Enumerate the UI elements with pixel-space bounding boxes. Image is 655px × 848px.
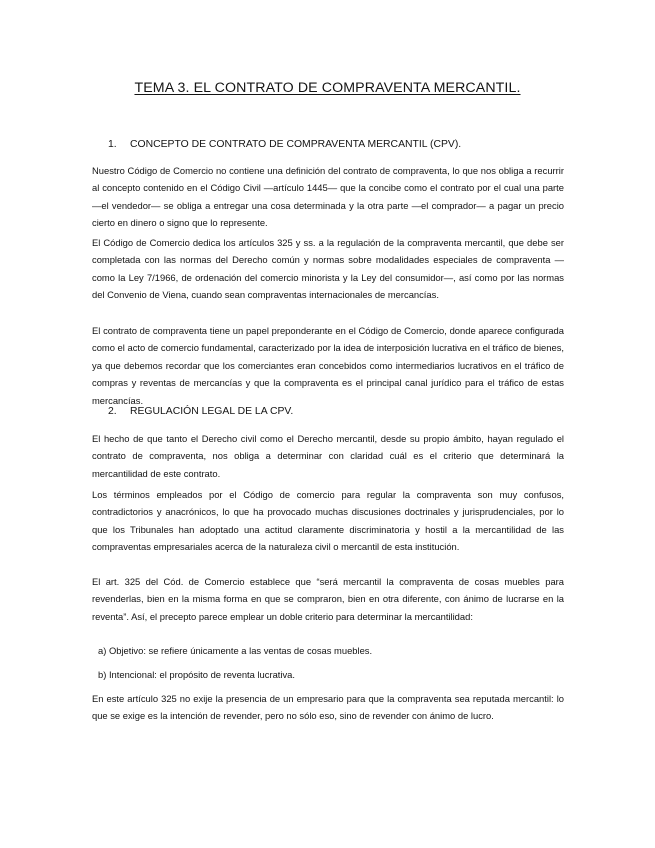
document-title: TEMA 3. EL CONTRATO DE COMPRAVENTA MERCANTIL. — [134, 80, 521, 96]
paragraph: Nuestro Código de Comercio no contiene una definición del contrato de compraventa, lo que nos obliga a recurrir al concepto contenido en el Código Civil —artículo 1445— que la concibe como el contrato por el cual una parte —el vendedor— se obliga a entregar una cosa determinada y la otra parte —el comprador— a pagar un precio cierto en dinero o signo que lo represente. — [92, 165, 564, 229]
paragraph: Los términos empleados por el Código de comercio para regular la compraventa son muy confusos, contradictorios y anacrónicos, lo que ha provocado muchas discusiones doctrinales y jurisprudenciales, por lo que los Tribunales han adoptado una actitud claramente discriminatoria y hostil a la mercantilidad de las compraventas empresariales acerca de la naturaleza civil o mercantil de esta institución. — [92, 489, 564, 553]
section-1-number: 1. — [108, 139, 117, 150]
section-2-heading — [108, 406, 293, 417]
paragraph: El art. 325 del Cód. de Comercio establece que “será mercantil la compraventa de cosas muebles para revenderlas, bien en la misma forma en que se compraron, bien en otra diferente, con ánimo de lucrarse en la reventa”. Así, el precepto parece emplear un doble criterio para determinar la mercantilidad: — [92, 576, 564, 622]
paragraph: El Código de Comercio dedica los artículos 325 y ss. a la regulación de la compraventa mercantil, que debe ser completada con las normas del Derecho común y normas sobre modalidades especiales de compraventa —como la Ley 7/1966, de ordenación del comercio minorista y la Ley del consumidor—, así como por las normas del Convenio de Viena, cuando sean compraventas internacionales de mercancías. — [92, 237, 564, 301]
paragraph: El contrato de compraventa tiene un papel preponderante en el Código de Comercio, donde aparece configurada como el acto de comercio fundamental, caracterizado por la idea de interposición lucrativa en el tráfico de bienes, ya que debemos recordar que los comerciantes eran concebidos como intermediarios lucrativos en el tráfico de compras y reventas de mercancías y que la compraventa es el principal canal jurídico para el tráfico de estas mercancías. — [92, 325, 564, 406]
section-1-heading-text: CONCEPTO DE CONTRATO DE COMPRAVENTA MERCANTIL (CPV). — [130, 139, 462, 150]
paragraph: El hecho de que tanto el Derecho civil como el Derecho mercantil, desde su propio ámbito, hayan regulado el contrato de compraventa, nos obliga a determinar con claridad cuál es el criterio que determinará la mercantilidad de este contrato. — [92, 433, 564, 479]
list-item: b) Intencional: el propósito de reventa lucrativa. — [98, 669, 295, 680]
section-1-heading — [108, 139, 461, 150]
section-2-heading-text: REGULACIÓN LEGAL DE LA CPV. — [130, 406, 294, 417]
paragraph: En este artículo 325 no exije la presencia de un empresario para que la compraventa sea reputada mercantil: lo que se exige es la intención de revender, pero no sólo eso, sino de revender con ánimo de lucro. — [92, 693, 564, 722]
section-2-number: 2. — [108, 406, 117, 417]
list-item: a) Objetivo: se refiere únicamente a las ventas de cosas muebles. — [98, 645, 373, 656]
